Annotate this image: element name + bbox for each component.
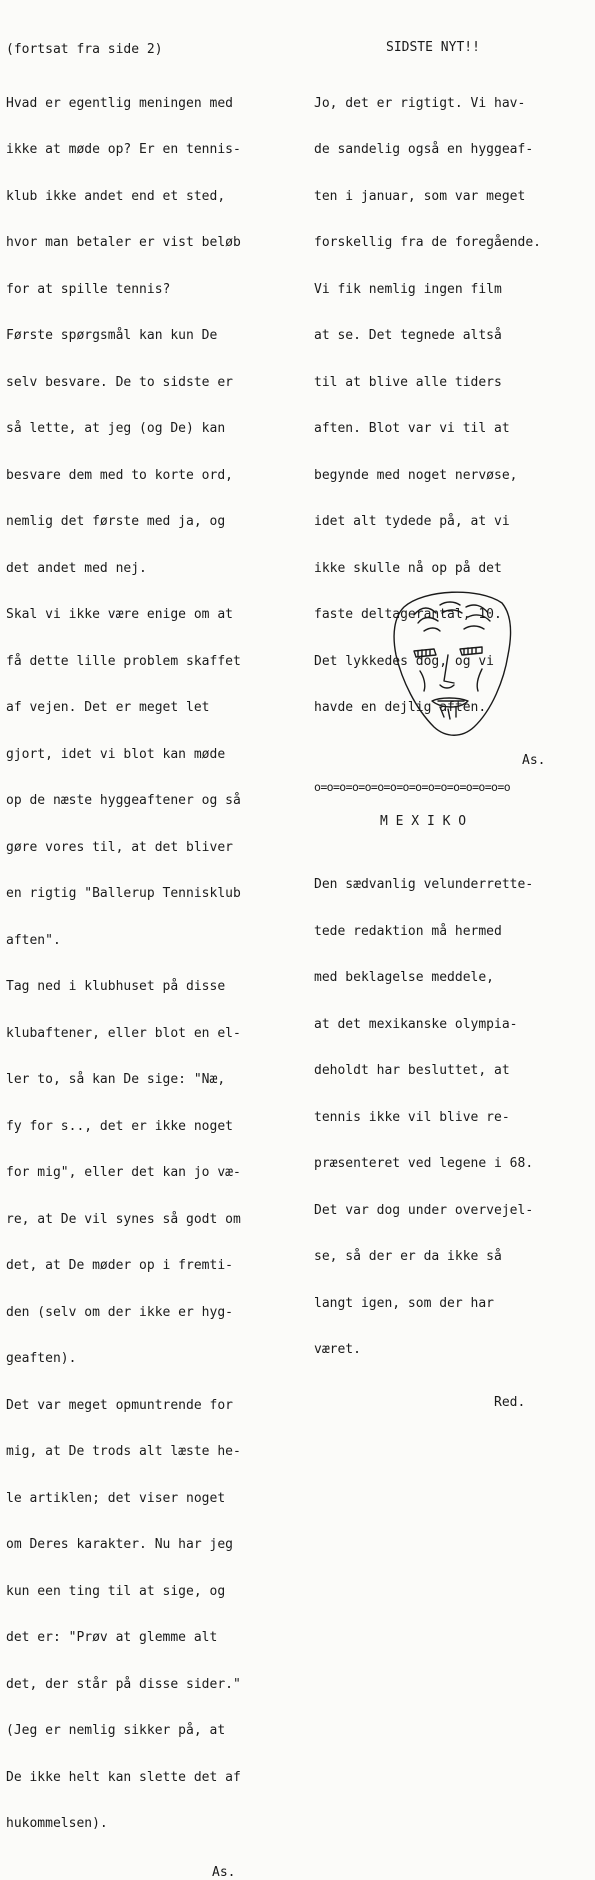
continued-note: (fortsat fra side 2) [6,42,306,58]
text-line: mig, at De trods alt læste he- [6,1444,306,1460]
text-line: le artiklen; det viser noget [6,1491,306,1507]
mexiko-signature: Red. [494,1395,584,1411]
text-line: at se. Det tegnede altså [314,328,584,344]
text-line: til at blive alle tiders [314,375,584,391]
text-line: selv besvare. De to sidste er [6,375,306,391]
text-line: præsenteret ved legene i 68. [314,1156,584,1172]
mexiko-text [314,846,584,1389]
text-line: kun een ting til at sige, og [6,1584,306,1600]
text-line: tennis ikke vil blive re- [314,1110,584,1126]
text-line: ten i januar, som var meget [314,189,584,205]
text-line: det er: "Prøv at glemme alt [6,1630,306,1646]
text-line: klubaftener, eller blot en el- [6,1026,306,1042]
text-line: begynde med noget nervøse, [314,468,584,484]
text-line: De ikke helt kan slette det af [6,1770,306,1786]
text-line: langt igen, som der har [314,1296,584,1312]
text-line: det, der står på disse sider." [6,1677,306,1693]
left-column [6,34,306,1880]
text-line: ikke skulle nå op på det [314,561,584,577]
text-line: ikke at møde op? Er en tennis- [6,142,306,158]
left-signature: As. [212,1865,306,1880]
text-line: Det var meget opmuntrende for [6,1398,306,1414]
text-line: det, at De møder op i fremti- [6,1258,306,1274]
text-line: den (selv om der ikke er hyg- [6,1305,306,1321]
news-heading: SIDSTE NYT!! [386,40,584,56]
mexiko-heading: M E X I K O [380,814,584,830]
text-line: for mig", eller det kan jo væ- [6,1165,306,1181]
text-line: om Deres karakter. Nu har jeg [6,1537,306,1553]
text-line: nemlig det første med ja, og [6,514,306,530]
left-article-text [6,65,306,1863]
text-line: Tag ned i klubhuset på disse [6,979,306,995]
text-line: klub ikke andet end et sted, [6,189,306,205]
text-line: faste deltagerantal, 10. [314,607,584,623]
text-line: ler to, så kan De sige: "Næ, [6,1072,306,1088]
text-line: Det var dog under overvejel- [314,1203,584,1219]
text-line: geaften). [6,1351,306,1367]
text-line: hukommelsen). [6,1816,306,1832]
newsletter-page [0,0,595,775]
text-line: fy for s.., det er ikke noget [6,1119,306,1135]
text-line: med beklagelse meddele, [314,970,584,986]
text-line: at det mexikanske olympia- [314,1017,584,1033]
text-line: deholdt har besluttet, at [314,1063,584,1079]
text-line: op de næste hyggeaftener og så [6,793,306,809]
text-line: gøre vores til, at det bliver [6,840,306,856]
text-line: det andet med nej. [6,561,306,577]
text-line: gjort, idet vi blot kan møde [6,747,306,763]
text-line: Jo, det er rigtigt. Vi hav- [314,96,584,112]
text-line: så lette, at jeg (og De) kan [6,421,306,437]
text-line: været. [314,1342,584,1358]
text-line: få dette lille problem skaffet [6,654,306,670]
text-line: besvare dem med to korte ord, [6,468,306,484]
text-line: de sandelig også en hyggeaf- [314,142,584,158]
text-line: hvor man betaler er vist beløb [6,235,306,251]
text-line: forskellig fra de foregående. [314,235,584,251]
text-line: tede redaktion må hermed [314,924,584,940]
text-line: Hvad er egentlig meningen med [6,96,306,112]
news-signature: As. [522,753,584,769]
text-line: af vejen. Det er meget let [6,700,306,716]
text-line: aften. Blot var vi til at [314,421,584,437]
mask-face-icon [384,585,519,745]
text-line: for at spille tennis? [6,282,306,298]
text-line: (Jeg er nemlig sikker på, at [6,1723,306,1739]
text-line: aften". [6,933,306,949]
divider-line: o=o=o=o=o=o=o=o=o=o=o=o=o=o=o=o [314,780,584,796]
text-line: Det lykkedes dog, og vi [314,654,584,670]
text-line: Skal vi ikke være enige om at [6,607,306,623]
text-line: en rigtig "Ballerup Tennisklub [6,886,306,902]
text-line: Den sædvanlig velunderrette- [314,877,584,893]
text-line: se, så der er da ikke så [314,1249,584,1265]
text-line: Første spørgsmål kan kun De [6,328,306,344]
text-line: Vi fik nemlig ingen film [314,282,584,298]
text-line: idet alt tydede på, at vi [314,514,584,530]
text-line: havde en dejlig aften. [314,700,584,716]
text-line: re, at De vil synes så godt om [6,1212,306,1228]
